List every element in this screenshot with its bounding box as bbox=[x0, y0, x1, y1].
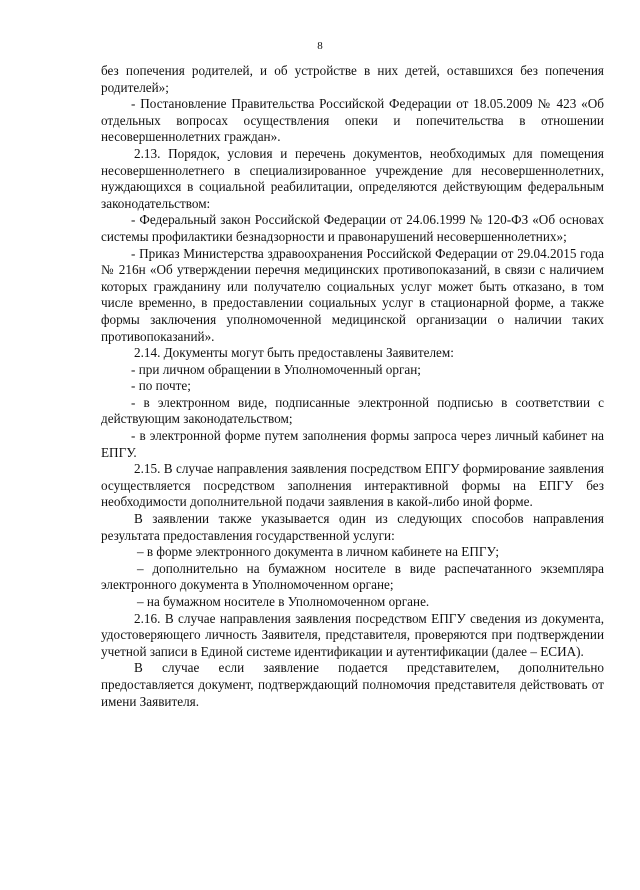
paragraph-decree-423: - Постановление Правительства Российской Федерации от 18.05.2009 № 423 «Об отдельных вопросах осуществления опеки и попечительства в отношении несовершеннолетних граждан». bbox=[101, 96, 604, 145]
paragraph-representative: В случае если заявление подается представителем, дополнительно предоставляется документ, подтверждающий полномочия представителя действовать от имени Заявителя. bbox=[101, 660, 604, 709]
list-item-epgu-form: - в электронной форме путем заполнения формы запроса через личный кабинет на ЕПГУ. bbox=[101, 428, 604, 460]
list-item-paper-office: – на бумажном носителе в Уполномоченном органе. bbox=[137, 594, 430, 609]
paragraph-2-15: 2.15. В случае направления заявления посредством ЕПГУ формирование заявления осуществляется посредством заполнения интерактивной формы на ЕПГУ без необходимости дополнительной подачи заявления в какой-либо иной форме. bbox=[101, 461, 604, 510]
list-item-in-person: - при личном обращении в Уполномоченный орган; bbox=[131, 361, 421, 377]
list-item-paper-copy: – дополнительно на бумажном носителе в виде распечатанного экземпляра электронного документа в Уполномоченном органе; bbox=[101, 560, 604, 593]
paragraph-2-14: 2.14. Документы могут быть предоставлены Заявителем: bbox=[134, 345, 454, 361]
paragraph-order-216n: - Приказ Министерства здравоохранения Российской Федерации от 29.04.2015 года № 216н «Об утверждении перечня медицинских противопоказаний, в связи с наличием которых гражданину или получателю социальных услуг может быть отказано, в том числе временно, в предоставлении социальных услуг в стационарной форме, а также формы заключения уполномоченной медицинской организации о наличии таких противопоказаний». bbox=[101, 245, 604, 344]
document-body bbox=[101, 63, 604, 710]
paragraph-2-16: 2.16. В случае направления заявления посредством ЕПГУ сведения из документа, удостоверяющего личность Заявителя, представителя, проверяются при подтверждении учетной записи в Единой системе идентификации и аутентификации (далее – ЕСИА). bbox=[101, 610, 604, 659]
paragraph-continued: без попечения родителей, и об устройстве в них детей, оставшихся без попечения родителей»; bbox=[101, 63, 604, 95]
page-number: 8 bbox=[317, 40, 323, 52]
list-item-by-mail: - по почте; bbox=[131, 378, 191, 394]
paragraph-result-methods: В заявлении также указывается один из следующих способов направления результата предоставления государственной услуги: bbox=[101, 511, 604, 543]
list-item-electronic: - в электронном виде, подписанные электронной подписью в соответствии с действующим законодательством; bbox=[101, 394, 604, 427]
list-item-personal-account: – в форме электронного документа в личном кабинете на ЕПГУ; bbox=[137, 544, 499, 560]
paragraph-federal-law-120: - Федеральный закон Российской Федерации от 24.06.1999 № 120-ФЗ «Об основах системы профилактики безнадзорности и правонарушений несовершеннолетних»; bbox=[101, 212, 604, 244]
paragraph-2-13: 2.13. Порядок, условия и перечень документов, необходимых для помещения несовершеннолетнего в специализированное учреждение для несовершеннолетних, нуждающихся в социальной реабилитации, определяются действующим федеральным законодательством: bbox=[101, 145, 604, 211]
